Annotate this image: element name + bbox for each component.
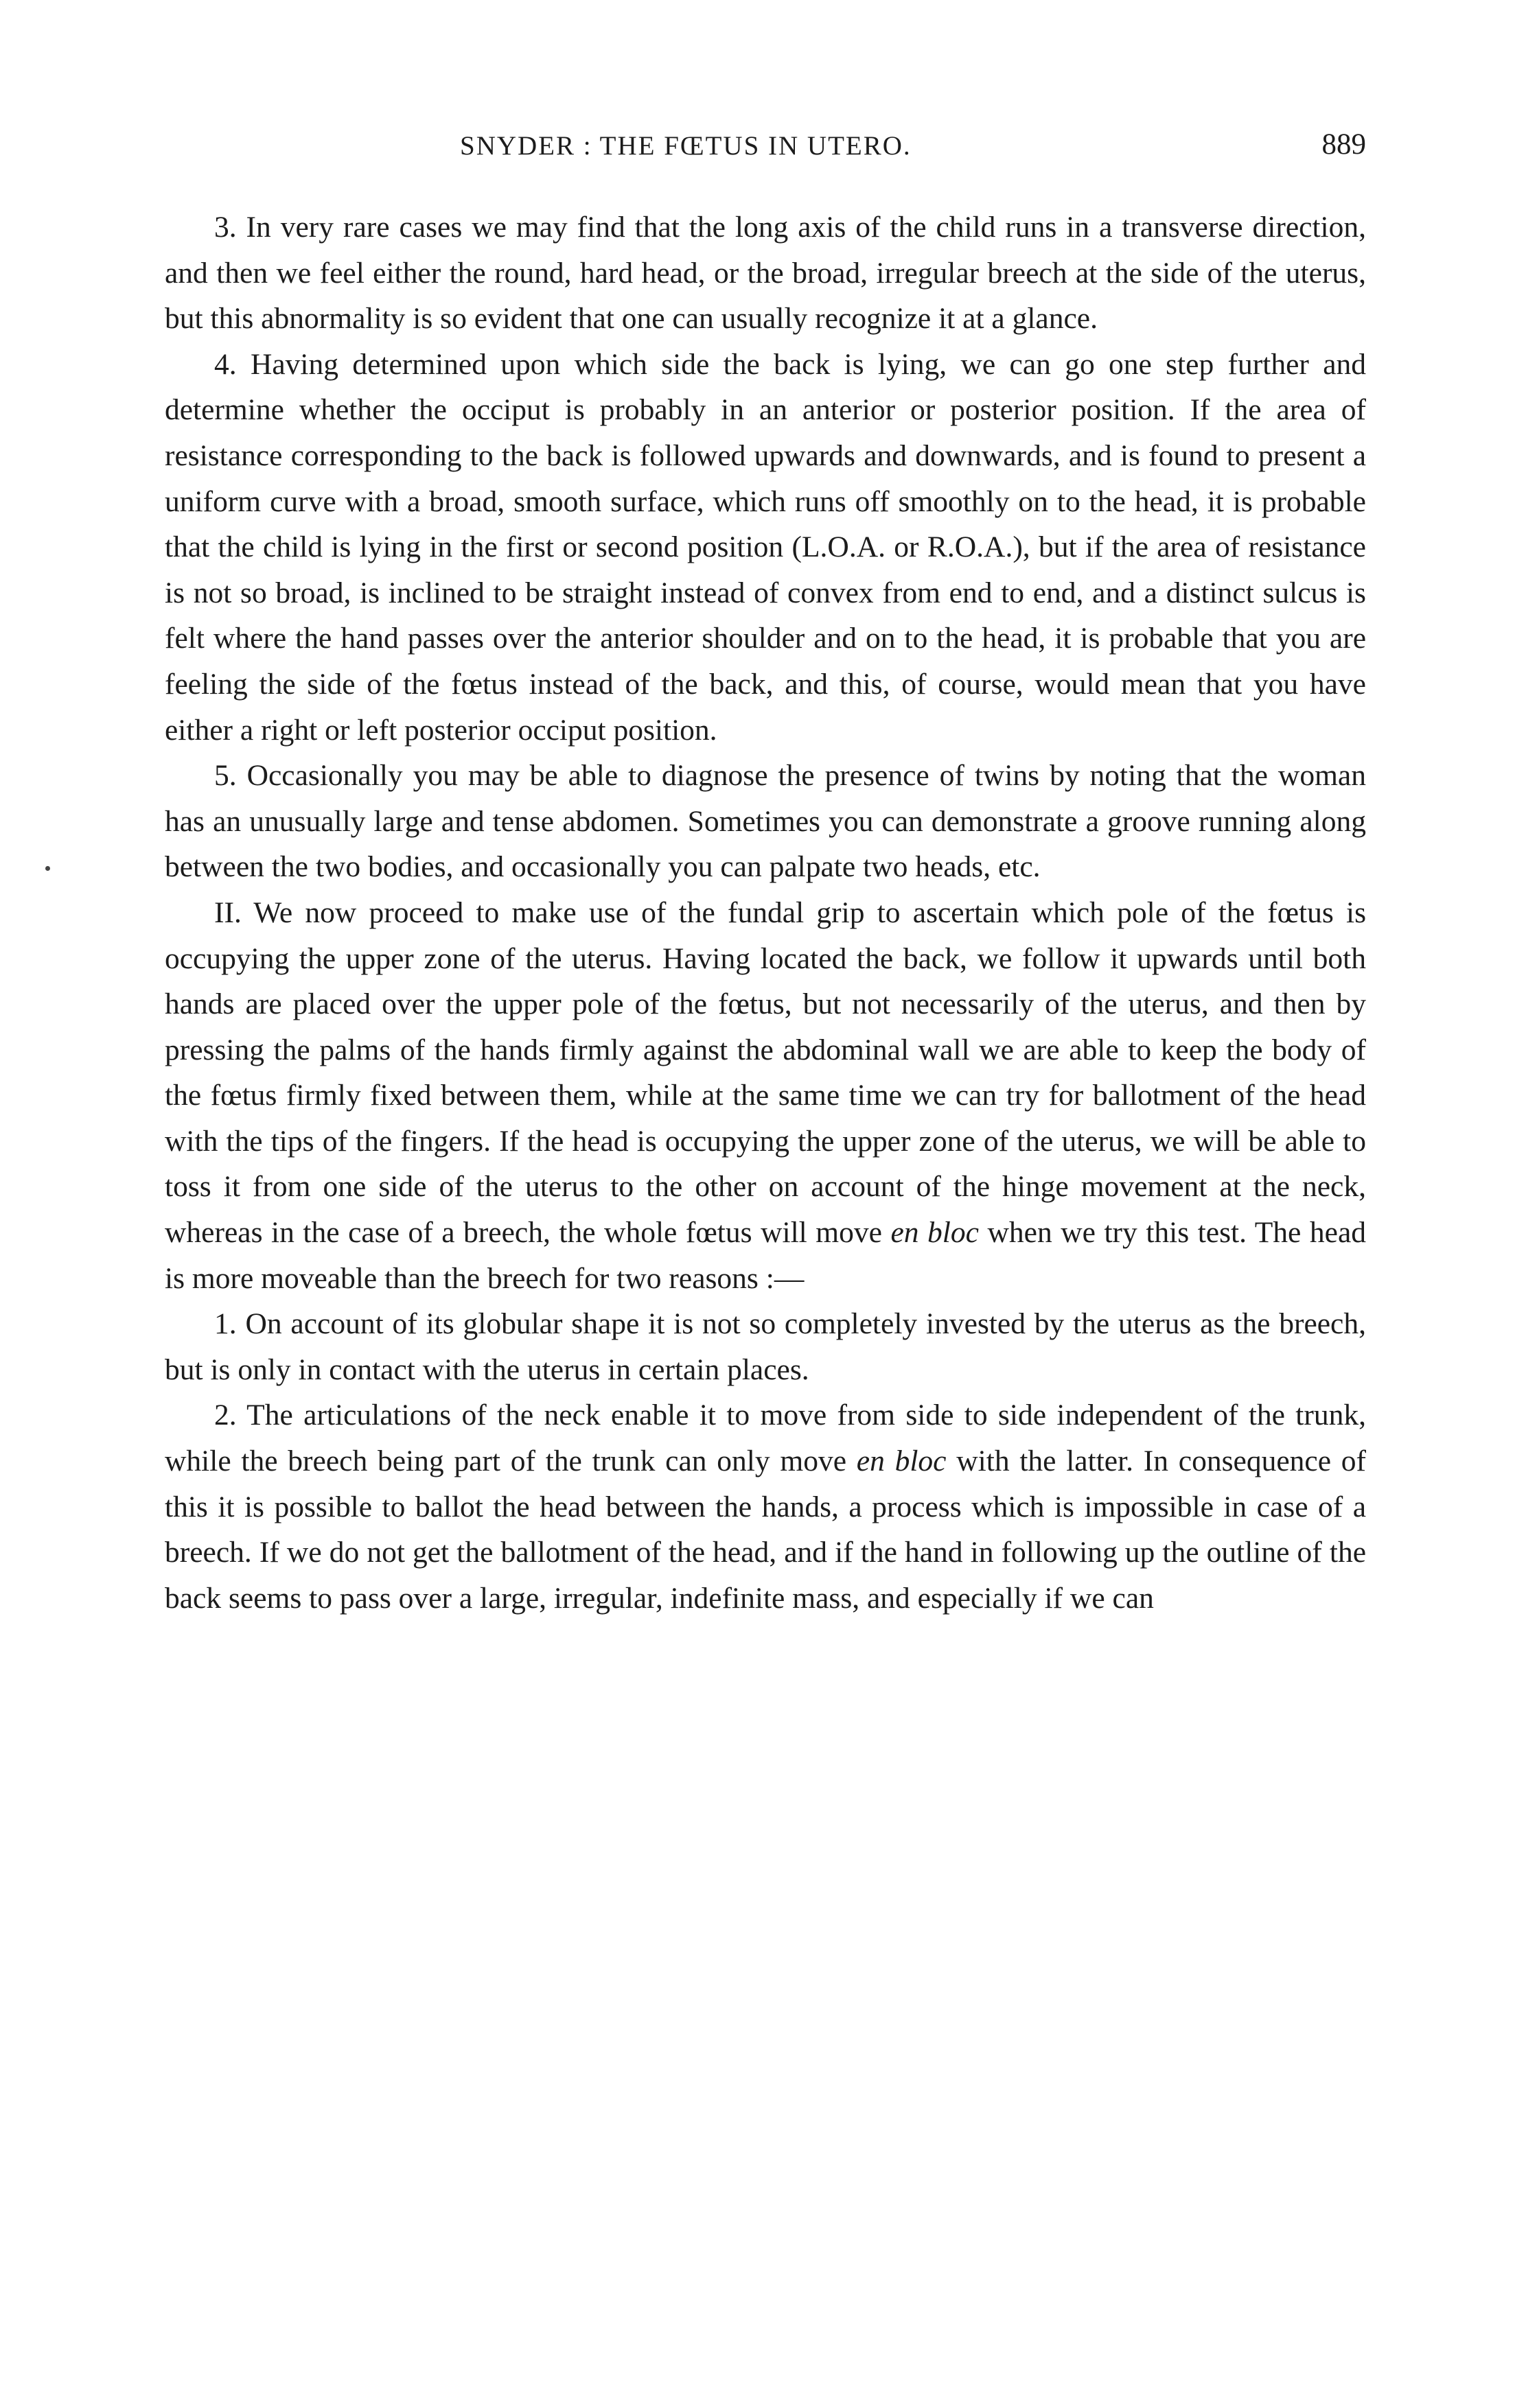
running-head — [165, 130, 1366, 178]
paragraph-4: 4. Having determined upon which side the back is lying, we can go one step further and determine whether the occiput is probably in an anterior or posterior position. If the area of resistance corresponding to the back is followed upwards and downwards, and is found to present a uniform curve with a broad, smooth surface, which runs off smoothly on to the head, it is probable that the child is lying in the first or second position (L.O.A. or R.O.A.), but if the area of resistance is not so broad, is inclined to be straight instead of convex from end to end, and a distinct sulcus is felt where the hand passes over the anterior shoulder and on to the head, it is probable that you are feeling the side of the fœtus instead of the back, and this, of course, would mean that you have either a right or left posterior occiput position. — [165, 347, 1366, 747]
paragraph-reason-2-text-a: 2. The articulations of the neck enable it to move from side to side independent of the trunk, while the breech being part of the trunk can only move — [165, 1399, 1366, 1478]
paragraph-reason-2-text-b: with the latter. In consequence of this it is possible to ballot the head between the hands, a process which is impossible in case of a breech. If we do not get the ballotment of the head, and if the hand in following up the outline of the back seems to pass over a large, irregular, indefinite mass, and especially if we can — [165, 1445, 1366, 1615]
body-text — [165, 204, 1366, 1621]
stray-ink-dot — [45, 866, 50, 871]
paragraph-ii-italic: en bloc — [890, 1216, 979, 1250]
book-page — [165, 130, 1366, 1621]
paragraph-5: 5. Occasionally you may be able to diagnose the presence of twins by noting that the woman has an unusually large and tense abdomen. Sometimes you can demonstrate a groove running along between the two bodies, and occasionally you can palpate two heads, etc. — [165, 759, 1366, 884]
paragraph-ii — [165, 890, 1366, 1301]
paragraph-reason-1: 1. On account of its globular shape it is not so completely invested by the uterus as the breech, but is only in contact with the uterus in certain places. — [165, 1307, 1366, 1386]
paragraph-reason-2-italic: en bloc — [856, 1445, 947, 1478]
page-number: 889 — [1321, 128, 1366, 161]
paragraph-ii-text-a: II. We now proceed to make use of the fundal grip to ascertain which pole of the fœtus is occupying the upper zone of the uterus. Having located the back, we follow it upwards until both hands are placed over the upper pole of the fœtus, but not necessarily of the uterus, and then by pressing the palms of the hands firmly against the abdominal wall we are able to keep the body of the fœtus firmly fixed between them, while at the same time we can try for ballotment of the head with the tips of the fingers. If the head is occupying the upper zone of the uterus, we will be able to toss it from one side of the uterus to the other on account of the hinge movement at the neck, whereas in the case of a breech, the whole fœtus will move — [165, 896, 1366, 1250]
paragraph-ii-text-b: when we try this test. The head is more moveable than the breech for two reasons :— — [165, 1216, 1367, 1295]
running-title: SNYDER : THE FŒTUS IN UTERO. — [460, 131, 912, 161]
paragraph-3: 3. In very rare cases we may find that the long axis of the child runs in a transverse direction, and then we feel either the round, hard head, or the broad, irregular breech at the side of the uterus, but this abnormality is so evident that one can usually recognize it at a glance. — [165, 211, 1366, 336]
paragraph-reason-2 — [165, 1392, 1366, 1621]
